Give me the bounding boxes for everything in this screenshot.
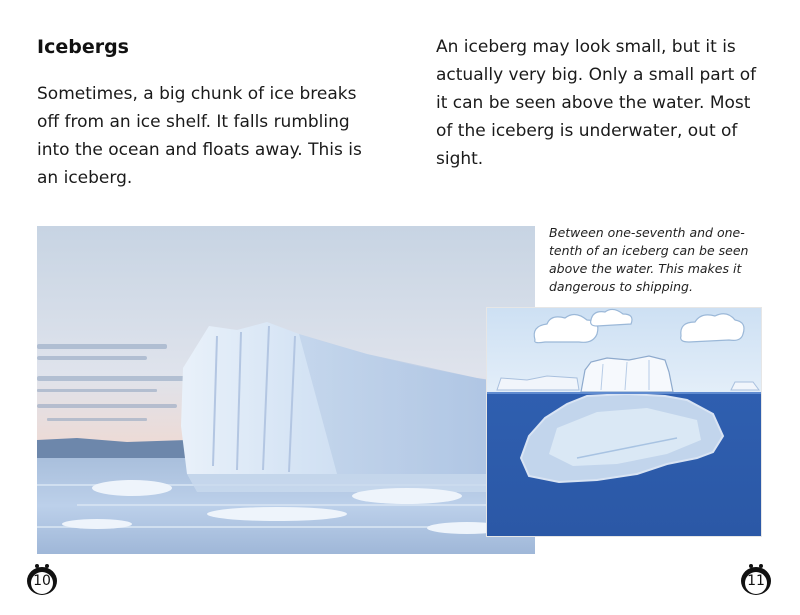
intro-paragraph: Sometimes, a big chunk of ice breaks off from an ice shelf. It falls rumbling into the ocean and floats away. This is an iceberg. [37, 84, 362, 188]
iceberg-size-paragraph: An iceberg may look small, but it is actually very big. Only a small part of it can be seen above the water. Most of the iceberg is underwater, out of sight. [436, 37, 757, 169]
illustration-caption: Between one-seventh and one-tenth of an iceberg can be seen above the water. This makes it dangerous to shipping. [549, 225, 749, 294]
page-number-badge-left [26, 560, 58, 596]
iceberg-photo [37, 226, 535, 554]
page-number-left: 10 [33, 573, 51, 589]
page-number-badge-right [740, 560, 772, 596]
page-number-right: 11 [747, 573, 765, 589]
iceberg-cross-section-illustration [487, 308, 761, 536]
page-heading: Icebergs [37, 36, 129, 58]
